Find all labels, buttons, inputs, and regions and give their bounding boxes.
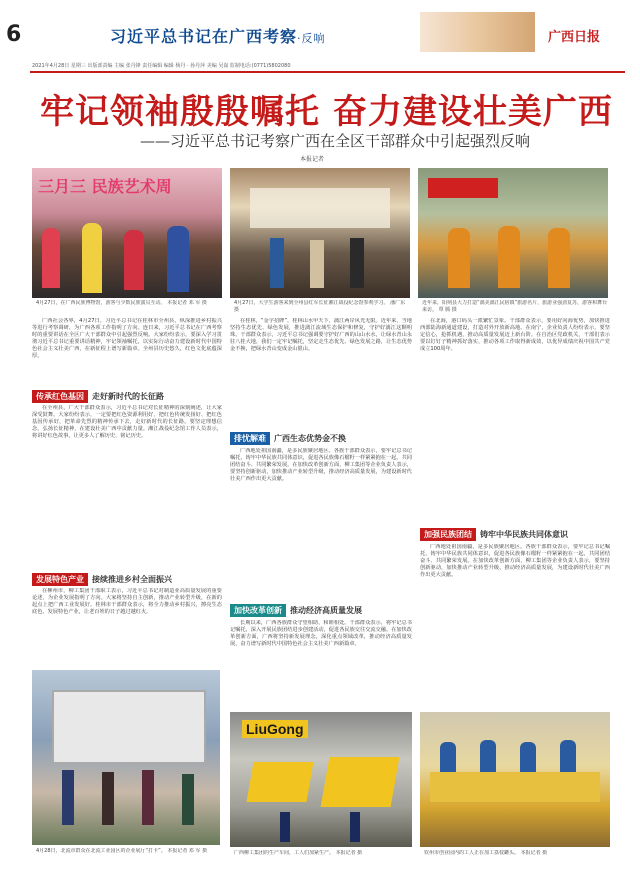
- article-column-1a: 广西社会各界，4月27日，习近平总书记在桂林市全州县，纵深推进乡村振兴等进行考察调研，为广西各项工作指明了方向。连日来，习近平总书记在广西考察时的重要讲话在全区广大干部群众中引起强烈反响。大家纷纷表示，要深入学习贯彻习近平总书记重要讲话精神，牢记领袖嘱托，以实际行动奋力建设新时代中国特色社会主义壮美广西，在新征程上谱写新篇章。全州县历史悠久，红色文化底蕴深厚。: [32, 318, 222, 359]
- photo-banner-text: 三月三 民族艺术周: [38, 177, 172, 196]
- photo-ethnic-performance: [32, 168, 222, 298]
- article-column-3b: 广西地处祖国南疆，是多民族聚居地区。各族干部群众表示，要牢记总书记嘱托，铸牢中华民族共同体意识，促进各民族像石榴籽一样紧紧抱在一起，共同团结奋斗、共同繁荣发展。在加快改革创新方面，柳工集团等企业负责人表示，要坚持创新驱动，加快推动产业转型升级，推动经济高质量发展，为建设新时代壮美广西作出更大贡献。: [420, 544, 610, 578]
- header-banner-image: [420, 12, 535, 52]
- photo-caption-6: 钦州市创业园内的工人正在加工荔枝罐头。 本报记者 摄: [424, 850, 548, 856]
- photo-caption-5: 广西柳工集团的生产车间，工人们加紧生产。 本报记者 摄: [234, 850, 363, 856]
- article-column-2c: 长期以来，广西各族群众守望相助、和睦相处。干部群众表示，将牢记总书记嘱托，深入开展民族团结进步创建活动，促进各民族交往交流交融。在加快改革创新方面，广西将坚持新发展理念，深化重点领域改革，推动经济高质量发展，奋力谱写新时代中国特色社会主义壮美广西新篇章。: [230, 620, 412, 647]
- section-tag-heritage: 传承红色基因: [32, 390, 88, 403]
- photo-caption-4: 4月28日，北流市群众在北流工业园区的企业展厅“打卡”。 本报记者 邓 军 摄: [36, 848, 208, 854]
- header-title-text: 习近平总书记在广西考察: [110, 27, 298, 46]
- main-headline: 牢记领袖殷殷嘱托 奋力建设壮美广西: [40, 92, 613, 132]
- reporter-byline: 本报记者: [300, 156, 325, 163]
- section-tag-ecology: 排忧解难: [230, 432, 270, 445]
- photo-industrial-park: [32, 670, 220, 845]
- section-title-reform: 推动经济高质量发展: [290, 606, 362, 615]
- section-header-title: [110, 24, 326, 47]
- section-title-ecology: 广西生态优势金不换: [274, 434, 346, 443]
- section-heading-unity: [420, 528, 610, 540]
- article-column-2a: 在桂林，“金字招牌”。桂林山水甲天下，漓江两岸风光无限。近年来，当地坚持生态优先、绿色发展，推进漓江流域生态保护和修复，守护好漓江这颗明珠。干部群众表示，习近平总书记强调要守护好广西的山山水水，让绿水青山永驻八桂大地，我们一定牢记嘱托，坚定走生态优先、绿色发展之路，让生态优势金不换，把绿水青山变成金山银山。: [230, 318, 412, 352]
- article-column-1b: 在全州县，广大干部群众表示，习近平总书记对长征精神的深刻阐述，让大家深受鼓舞。大家纷纷表示，一定要把红色资源利用好、把红色传统发扬好、把红色基因传承好，把革命先烈的精神传承下去，走好新时代的长征路。要坚定理想信念，弘扬长征精神，在建设壮美广西中贡献力量。湘江战役纪念馆工作人员表示，将讲好红色故事，让更多人了解历史、铭记历史。: [32, 405, 222, 439]
- photo-liugong-factory: [230, 712, 412, 847]
- section-tag-unity: 加强民族团结: [420, 528, 476, 541]
- page-number: 6: [6, 22, 22, 47]
- article-column-2b: 广西地处祖国南疆，是多民族聚居地区。各族干部群众表示，要牢记总书记嘱托，铸牢中华民族共同体意识，促进各民族像石榴籽一样紧紧抱在一起，共同团结奋斗、共同繁荣发展。在加快改革创新方面，柳工集团等企业负责人表示，要坚持创新驱动，加快推动产业转型升级，推动经济高质量发展，为建设新时代壮美广西作出更大贡献。: [230, 448, 412, 482]
- masthead-meta: 2021年4月28日 星期三 出版部责编 主编 张丹锋 责任编辑 编辑 杨丹 · 孙丹萍 美编 吴嵩 监制电话:(0771)5802080: [32, 63, 291, 69]
- article-column-3a: 在北海，港口码头一派繁忙景象。干部群众表示，要用好向海优势，加快推进西部陆海新通道建设，打造对外开放新高地。在南宁，企业负责人纷纷表示，要坚定信心，抢抓机遇，推动高质量发展迈上新台阶。在自治区党政机关，干部们表示要以钉钉子精神抓好落实，推动各项工作取得新成效，以优异成绩庆祝中国共产党成立100周年。: [420, 318, 610, 352]
- photo-caption-2: 4月27日，大学生游客来到全州县红军长征湘江战役纪念馆参观学习。 潘广东 摄: [234, 300, 406, 313]
- section-tag-reform: 加快改革创新: [230, 604, 286, 617]
- photo-caption-1: 4月27日，在广西民族博物馆，游客与少数民族演员互动。 本报记者 邓 军 摄: [36, 300, 207, 306]
- photo-caption-3: 近年来，阳朔县大力打造“漓美漓江民宿镇”旅游名片，旅游业强劲复苏，游客和舞台来访。 覃 腾 摄: [422, 300, 608, 313]
- section-title-heritage: 走好新时代的长征路: [92, 392, 164, 401]
- section-title-unity: 铸牢中华民族共同体意识: [480, 530, 568, 539]
- liugong-brand-text: LiuGong: [242, 720, 308, 738]
- section-tag-industry: 发展特色产业: [32, 573, 88, 586]
- section-heading-ecology: [230, 432, 412, 444]
- photo-food-processing: [420, 712, 610, 847]
- photo-homestay-staff: [418, 168, 608, 298]
- section-heading-heritage: [32, 390, 222, 402]
- sub-headline: ——习近平总书记考察广西在全区干部群众中引起强烈反响: [140, 132, 531, 150]
- header-title-suffix: ·反响: [297, 32, 326, 45]
- section-heading-industry: [32, 573, 222, 585]
- photo-museum-visitors: [230, 168, 410, 298]
- newspaper-logo: 广西日报: [548, 30, 601, 45]
- header-divider: [30, 71, 625, 73]
- article-column-1c: 在柳州市，柳工集团干部职工表示，习近平总书记对制造业高质量发展的重要论述，为企业发展指明了方向。大家将坚持自主创新，推动产业转型升级，在新的起点上把广西工业发展好。桂林市干部群众表示，将全力推动乡村振兴，擦亮生态底色，发展特色产业，让老百姓的日子越过越红火。: [32, 588, 222, 615]
- section-heading-reform: [230, 604, 412, 616]
- section-title-industry: 接续推进乡村全面振兴: [92, 575, 172, 584]
